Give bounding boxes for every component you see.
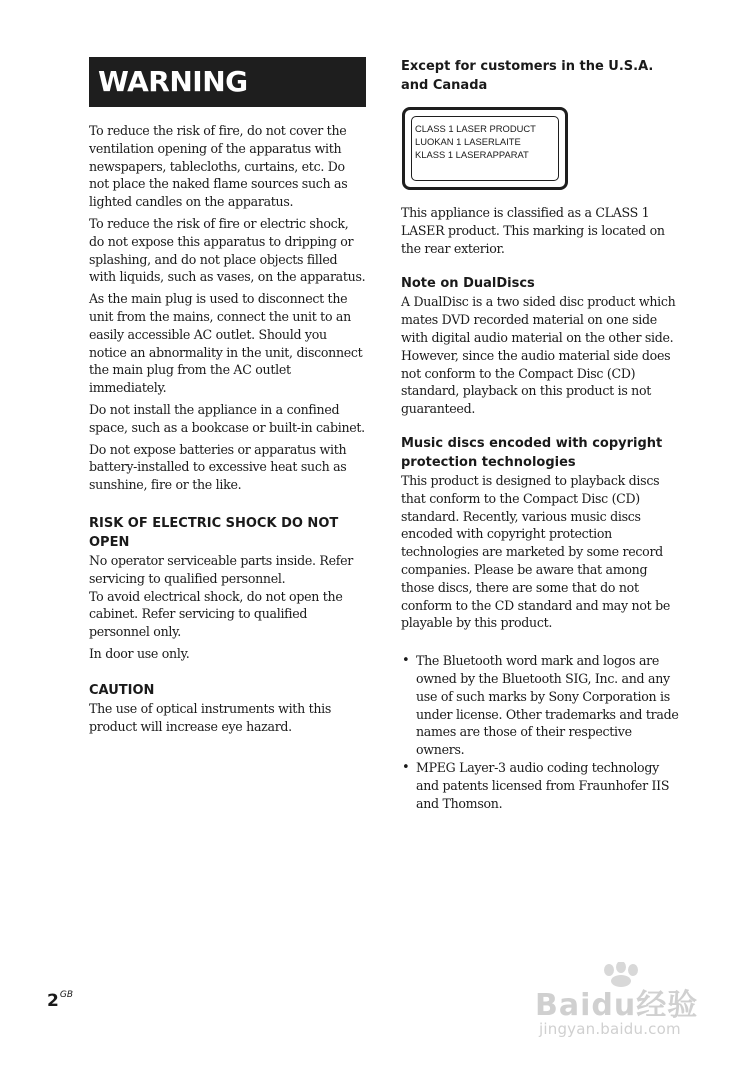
copyright-section [401, 434, 679, 632]
baidu-watermark [535, 962, 735, 1052]
bullet-list [401, 652, 679, 812]
page-number-value: 2 [47, 991, 59, 1011]
warning-paragraphs [89, 122, 366, 494]
bullet-icon: • [402, 759, 410, 775]
left-column [89, 122, 366, 739]
laser-label [402, 107, 568, 190]
laser-label-line-1: CLASS 1 LASER PRODUCT [415, 123, 536, 134]
copyright-text: This product is designed to playback discs that conform to the Compact Disc (CD) standard. Recently, various music discs encoded with copyright protection technologies are marketed by some record companies. Please be aware that among those discs, there are some that do not conform to the CD standard and may not be playable by this product. [401, 472, 670, 631]
warning-title: WARNING [89, 57, 366, 107]
dualdisc-heading: Note on DualDiscs [401, 276, 535, 292]
warning-para-4: Do not install the appliance in a confined space, such as a bookcase or built-in cabinet. [89, 401, 365, 435]
shock-para-1: No operator serviceable parts inside. Refer servicing to qualified personnel. [89, 552, 353, 586]
copyright-heading: Music discs encoded with copyright protection technologies [401, 435, 663, 470]
caution-section [89, 681, 366, 736]
dualdisc-text: A DualDisc is a two sided disc product which mates DVD recorded material on one side with digital audio material on the other side. However, since the audio material side does not conform to the Compact Disc (CD) standard, playback on this product is not guaranteed. [401, 294, 676, 417]
laser-label-text [415, 123, 536, 161]
shock-para-2: To avoid electrical shock, do not open the cabinet. Refer servicing to qualified personnel only. [89, 588, 343, 640]
watermark-url: jingyan.baidu.com [539, 1020, 681, 1038]
dualdisc-section [401, 274, 679, 418]
bullet-text-2: MPEG Layer-3 audio coding technology and patents licensed from Fraunhofer IIS and Thomson. [416, 759, 670, 811]
bullet-text-1: The Bluetooth word mark and logos are owned by the Bluetooth SIG, Inc. and any use of such marks by Sony Corporation is under license. Other trademarks and trade names are those of their respective owners. [416, 653, 679, 758]
laser-text: This appliance is classified as a CLASS 1 LASER product. This marking is located on the rear exterior. [401, 205, 665, 256]
right-column-body [401, 204, 679, 812]
laser-label-line-2: LUOKAN 1 LASERLAITE [415, 135, 521, 147]
caution-heading: CAUTION [89, 682, 155, 698]
indoor-text: In door use only. [89, 645, 190, 661]
list-item [401, 759, 679, 812]
laser-heading: Except for customers in the U.S.A. and Canada [401, 59, 654, 93]
warning-para-3: As the main plug is used to disconnect the unit from the mains, connect the unit to an easily accessible AC outlet. Should you notice an abnormality in the unit, disconnect the main plug from the AC outlet immediately. [89, 291, 363, 396]
warning-para-1: To reduce the risk of fire, do not cover the ventilation opening of the apparatus with newspapers, tablecloths, curtains, etc. Do not place the naked flame sources such as lighted candles on the apparatus. [89, 123, 348, 210]
warning-para-2: To reduce the risk of fire or electric shock, do not expose this apparatus to dripping or splashing, and do not place objects filled with liquids, such as vases, on the apparatus. [89, 215, 366, 285]
shock-section [89, 514, 366, 663]
caution-text: The use of optical instruments with this product will increase eye hazard. [89, 700, 332, 734]
watermark-brand: Baidu经验 [535, 988, 699, 1023]
right-column [401, 57, 679, 95]
page-number [47, 991, 73, 1011]
laser-label-line-3: KLASS 1 LASERAPPARAT [415, 148, 529, 160]
list-item [401, 652, 679, 759]
shock-heading: RISK OF ELECTRIC SHOCK DO NOT OPEN [89, 515, 339, 550]
page-number-suffix: GB [59, 990, 73, 1001]
bullet-icon: • [402, 653, 410, 669]
warning-para-5: Do not expose batteries or apparatus with battery-installed to excessive heat such as sunshine, fire or the like. [89, 441, 347, 493]
